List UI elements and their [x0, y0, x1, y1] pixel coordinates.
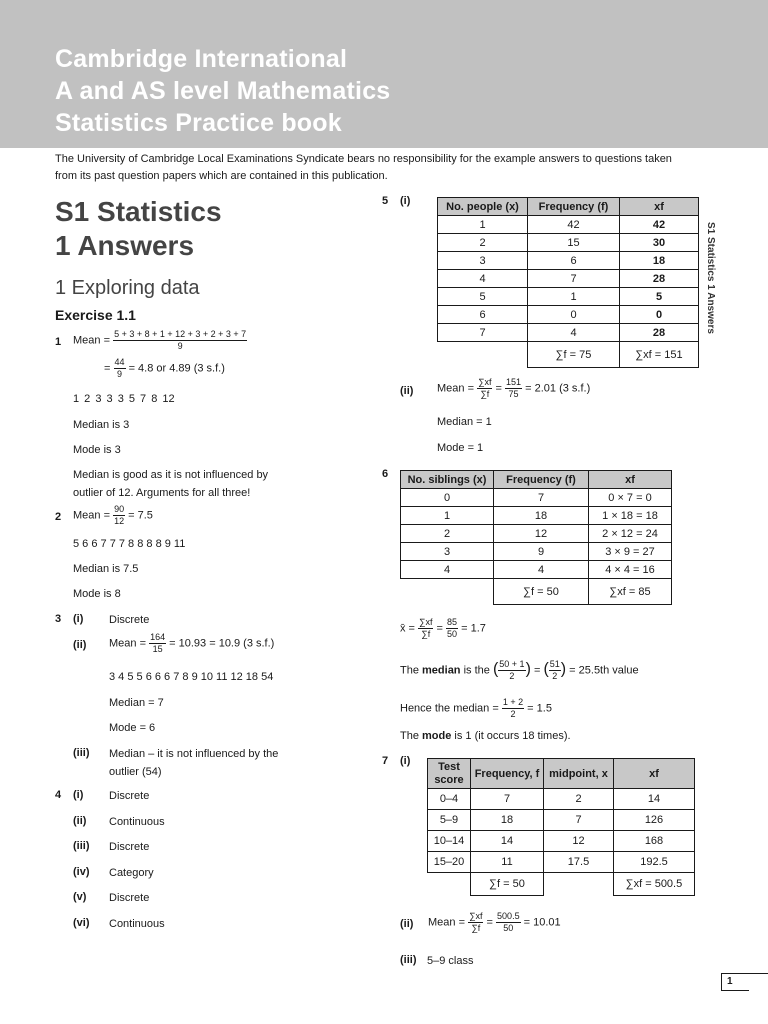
fraction [468, 911, 483, 934]
table-cell: 7 [494, 489, 589, 507]
table-cell: 4 [528, 324, 620, 342]
table-header-row [401, 471, 672, 489]
table-cell: 18 [620, 252, 699, 270]
result-text: = 25.5th value [569, 664, 639, 677]
page-number: 1 [721, 973, 749, 991]
denominator: ∑f [480, 389, 490, 399]
equals: = [495, 382, 502, 395]
table-cell: 0 × 7 = 0 [589, 489, 672, 507]
table-cell: 192.5 [614, 852, 695, 873]
denominator: 9 [177, 341, 183, 351]
chapter-heading: 1 Exploring data [55, 277, 200, 299]
q5-frequency-table [437, 197, 699, 368]
text: is the [460, 664, 490, 677]
table-row [438, 234, 699, 252]
empty-cell [544, 873, 614, 896]
table-cell: 0–4 [428, 789, 471, 810]
banner-title-line3: Statistics Practice book [55, 109, 342, 137]
numerator: ∑xf [478, 377, 492, 387]
sum-cell: ∑f = 50 [471, 873, 544, 896]
question-number: 7 [382, 755, 389, 767]
numerator: 50 + 1 [499, 659, 525, 669]
table-row [428, 810, 695, 831]
mean-label: Mean = [428, 916, 465, 929]
table-cell: 3 [438, 252, 528, 270]
fraction [477, 377, 492, 400]
table-cell: 7 [544, 810, 614, 831]
disclaimer: The University of Cambridge Local Examinations Syndicate bears no responsibility for the example answers to questions taken from its past question papers which are contained in this publication. [55, 153, 672, 182]
numerator: 164 [150, 632, 166, 642]
bold-term: median [422, 664, 461, 677]
fraction [496, 911, 521, 934]
denominator: 50 [503, 923, 514, 933]
q1-mode: Mode is 3 [73, 444, 121, 456]
table-cell: 1 [401, 507, 494, 525]
sum-cell: ∑f = 75 [528, 342, 620, 368]
denominator: 75 [508, 389, 519, 399]
table-row [428, 831, 695, 852]
table-cell: 7 [471, 789, 544, 810]
table-cell: 4 × 4 = 16 [589, 561, 672, 579]
table-cell: 6 [438, 306, 528, 324]
result-text: = 10.01 [523, 916, 561, 929]
part-label: (iii) [73, 747, 90, 759]
q1-mean-result [104, 357, 225, 380]
q6-median-position: The median is the ( $\frac{50 + 1}{2}$ ) = ( $\frac{51}{2}$ ) = 25.5th value [400, 659, 639, 681]
result-text: = 4.8 or 4.89 (3 s.f.) [128, 362, 225, 375]
numerator: 151 [506, 377, 522, 387]
fraction [502, 697, 524, 720]
q3-mode: Mode = 6 [109, 722, 156, 734]
q1-median: Median is 3 [73, 419, 130, 431]
column-header: No. people (x) [438, 198, 528, 216]
empty-cell [438, 342, 528, 368]
table-row [401, 543, 672, 561]
part-label: (vi) [73, 917, 90, 929]
fraction [418, 617, 433, 640]
numerator: 85 [447, 617, 458, 627]
equals: = [104, 362, 111, 375]
numerator: 500.5 [497, 911, 520, 921]
table-header-row [428, 759, 695, 789]
paren: ( [492, 660, 499, 678]
denominator: 2 [552, 671, 558, 681]
part-label: (iii) [73, 840, 90, 852]
table-row [401, 561, 672, 579]
table-cell: 2 [544, 789, 614, 810]
table-cell: 2 [438, 234, 528, 252]
table-row [438, 324, 699, 342]
q7-iii-answer: 5–9 class [427, 955, 474, 967]
table-cell: 28 [620, 324, 699, 342]
table-cell: 3 [401, 543, 494, 561]
table-cell: 17.5 [544, 852, 614, 873]
q4-answer: Discrete [109, 841, 150, 853]
fraction [498, 659, 525, 682]
part-label: (iii) [400, 954, 417, 966]
part-label: (iv) [73, 866, 90, 878]
mean-label: Mean = [437, 382, 474, 395]
part-label: (ii) [400, 385, 414, 397]
denominator: ∑f [421, 629, 431, 639]
q2-mode: Mode is 8 [73, 588, 121, 600]
part-label: (i) [400, 195, 411, 207]
fraction [113, 504, 125, 527]
fraction [113, 329, 247, 352]
table-cell: 15 [528, 234, 620, 252]
question-number: 4 [55, 789, 62, 801]
result-text: = 2.01 (3 s.f.) [525, 382, 591, 395]
mean-label: Mean = [73, 334, 110, 347]
fraction [549, 659, 561, 682]
table-row [428, 852, 695, 873]
table-cell: 12 [544, 831, 614, 852]
part-label: (v) [73, 891, 87, 903]
column-header: midpoint, x [544, 759, 614, 789]
q1-sorted: 1 2 3 3 3 5 7 8 12 [73, 393, 175, 405]
table-cell: 0 [620, 306, 699, 324]
table-sum-row [428, 873, 695, 896]
table-cell: 5–9 [428, 810, 471, 831]
table-cell: 14 [471, 831, 544, 852]
column-header: Frequency, f [471, 759, 544, 789]
result-text: = 1.7 [461, 622, 486, 635]
table-sum-row [401, 579, 672, 605]
numerator: 51 [549, 659, 560, 669]
table-row [438, 252, 699, 270]
q4-answer: Continuous [109, 918, 165, 930]
result-text: = 10.93 = 10.9 (3 s.f.) [169, 637, 275, 650]
q7-frequency-table [427, 758, 695, 896]
q6-xbar [400, 617, 486, 640]
denominator: 15 [152, 644, 163, 654]
column-header: Frequency (f) [494, 471, 589, 489]
numerator: 5 + 3 + 8 + 1 + 12 + 3 + 2 + 3 + 7 [114, 329, 247, 339]
paren: ) [525, 660, 531, 678]
table-cell: 18 [494, 507, 589, 525]
denominator: 12 [114, 516, 125, 526]
q2-mean [73, 504, 153, 527]
part-label: (i) [73, 789, 84, 801]
fraction [446, 617, 458, 640]
text: The [400, 664, 423, 677]
q1-comment-line2: outlier of 12. Arguments for all three! [73, 487, 251, 499]
question-number: 5 [382, 195, 389, 207]
table-row [401, 507, 672, 525]
part-label: (i) [400, 755, 411, 767]
table-cell: 4 [494, 561, 589, 579]
q2-sorted: 5 6 6 7 7 7 8 8 8 8 9 11 [73, 538, 186, 550]
q6-hence-median [400, 697, 552, 720]
banner-title-line1: Cambridge International [55, 45, 348, 73]
table-cell: 7 [438, 324, 528, 342]
part-label: (ii) [73, 639, 87, 651]
sum-cell: ∑f = 50 [494, 579, 589, 605]
text: Hence the median = [400, 702, 499, 715]
sum-cell: ∑xf = 500.5 [614, 873, 695, 896]
q6-mode [400, 729, 571, 743]
part-label: (i) [73, 613, 84, 625]
equals: = [486, 916, 493, 929]
mean-label: Mean = [109, 637, 146, 650]
question-number: 6 [382, 468, 389, 480]
table-cell: 7 [528, 270, 620, 288]
question-number: 2 [55, 511, 62, 523]
denominator: 50 [447, 629, 458, 639]
table-cell: 0 [528, 306, 620, 324]
q3-sorted: 3 4 5 5 6 6 6 7 8 9 10 11 12 18 54 [109, 671, 274, 683]
q4-answer: Category [109, 867, 154, 879]
fraction [505, 377, 522, 400]
sum-cell: ∑xf = 85 [589, 579, 672, 605]
q7-ii-mean [428, 911, 561, 934]
q1-mean [73, 329, 247, 352]
sum-cell: ∑xf = 151 [620, 342, 699, 368]
table-cell: 168 [614, 831, 695, 852]
table-cell: 11 [471, 852, 544, 873]
q3-iii-line2: outlier (54) [109, 766, 162, 778]
q2-median: Median is 7.5 [73, 563, 139, 575]
table-cell: 12 [494, 525, 589, 543]
fraction [114, 357, 126, 380]
q4-answer: Discrete [109, 790, 150, 802]
q3-iii-line1: Median – it is not influenced by the [109, 748, 279, 760]
column-header: xf [620, 198, 699, 216]
denominator: 2 [509, 671, 515, 681]
table-cell: 5 [620, 288, 699, 306]
page-title-line2: 1 Answers [55, 230, 195, 261]
table-cell: 42 [528, 216, 620, 234]
numerator: 1 + 2 [502, 697, 524, 707]
column-header: Frequency (f) [528, 198, 620, 216]
column-header: No. siblings (x) [401, 471, 494, 489]
text: is 1 (it occurs 18 times). [451, 730, 571, 742]
q5-median: Median = 1 [437, 416, 492, 428]
table-row [438, 216, 699, 234]
fraction [149, 632, 166, 655]
numerator: ∑xf [419, 617, 433, 627]
table-cell: 9 [494, 543, 589, 561]
exercise-heading: Exercise 1.1 [55, 307, 136, 323]
table-cell: 15–20 [428, 852, 471, 873]
table-cell: 3 × 9 = 27 [589, 543, 672, 561]
table-cell: 30 [620, 234, 699, 252]
part-label: (ii) [400, 918, 414, 930]
numerator: 90 [114, 504, 125, 514]
table-cell: 28 [620, 270, 699, 288]
table-header-row [438, 198, 699, 216]
q4-answer: Continuous [109, 816, 165, 828]
table-row [438, 270, 699, 288]
paren: ( [543, 660, 549, 678]
denominator: ∑f [471, 923, 481, 933]
result-text: = 7.5 [128, 509, 153, 522]
xbar-label: x̄ = [400, 622, 415, 635]
table-cell: 1 [438, 216, 528, 234]
q3-i-answer: Discrete [109, 614, 150, 626]
table-cell: 14 [614, 789, 695, 810]
column-header: Test score [428, 759, 471, 789]
text: The [400, 730, 423, 742]
result-text: = 1.5 [527, 702, 552, 715]
numerator: ∑xf [469, 911, 483, 921]
mean-label: Mean = [73, 509, 110, 522]
column-header: xf [589, 471, 672, 489]
header-banner [0, 0, 768, 148]
table-cell: 4 [401, 561, 494, 579]
q4-answer: Discrete [109, 892, 150, 904]
empty-cell [401, 579, 494, 605]
q3-ii-mean [109, 632, 274, 655]
q1-comment-line1: Median is good as it is not influenced by [73, 469, 269, 481]
numerator: 44 [114, 357, 125, 367]
equals: = [436, 622, 443, 635]
table-cell: 4 [438, 270, 528, 288]
table-cell: 10–14 [428, 831, 471, 852]
table-cell: 42 [620, 216, 699, 234]
part-label: (ii) [73, 815, 87, 827]
banner-title-line2: A and AS level Mathematics [55, 77, 391, 105]
table-row [428, 789, 695, 810]
empty-cell [428, 873, 471, 896]
paren: ) [560, 660, 567, 678]
column-header: xf [614, 759, 695, 789]
q3-median: Median = 7 [109, 697, 164, 709]
table-cell: 1 [528, 288, 620, 306]
table-cell: 2 [401, 525, 494, 543]
q6-frequency-table [400, 470, 672, 605]
page-title-line1: S1 Statistics [55, 196, 222, 227]
table-cell: 6 [528, 252, 620, 270]
table-cell: 1 × 18 = 18 [589, 507, 672, 525]
bold-term: mode [422, 730, 452, 742]
table-cell: 126 [614, 810, 695, 831]
q5-mode: Mode = 1 [437, 442, 484, 454]
table-row [401, 489, 672, 507]
table-cell: 0 [401, 489, 494, 507]
table-row [438, 306, 699, 324]
table-cell: 5 [438, 288, 528, 306]
question-number: 3 [55, 613, 62, 625]
denominator: 2 [510, 709, 516, 719]
table-row [401, 525, 672, 543]
q5-ii-mean [437, 377, 590, 400]
table-sum-row [438, 342, 699, 368]
side-running-title: S1 Statistics 1 Answers [705, 222, 716, 334]
table-cell: 18 [471, 810, 544, 831]
denominator: 9 [117, 369, 123, 379]
table-cell: 2 × 12 = 24 [589, 525, 672, 543]
table-row [438, 288, 699, 306]
question-number: 1 [55, 336, 62, 348]
